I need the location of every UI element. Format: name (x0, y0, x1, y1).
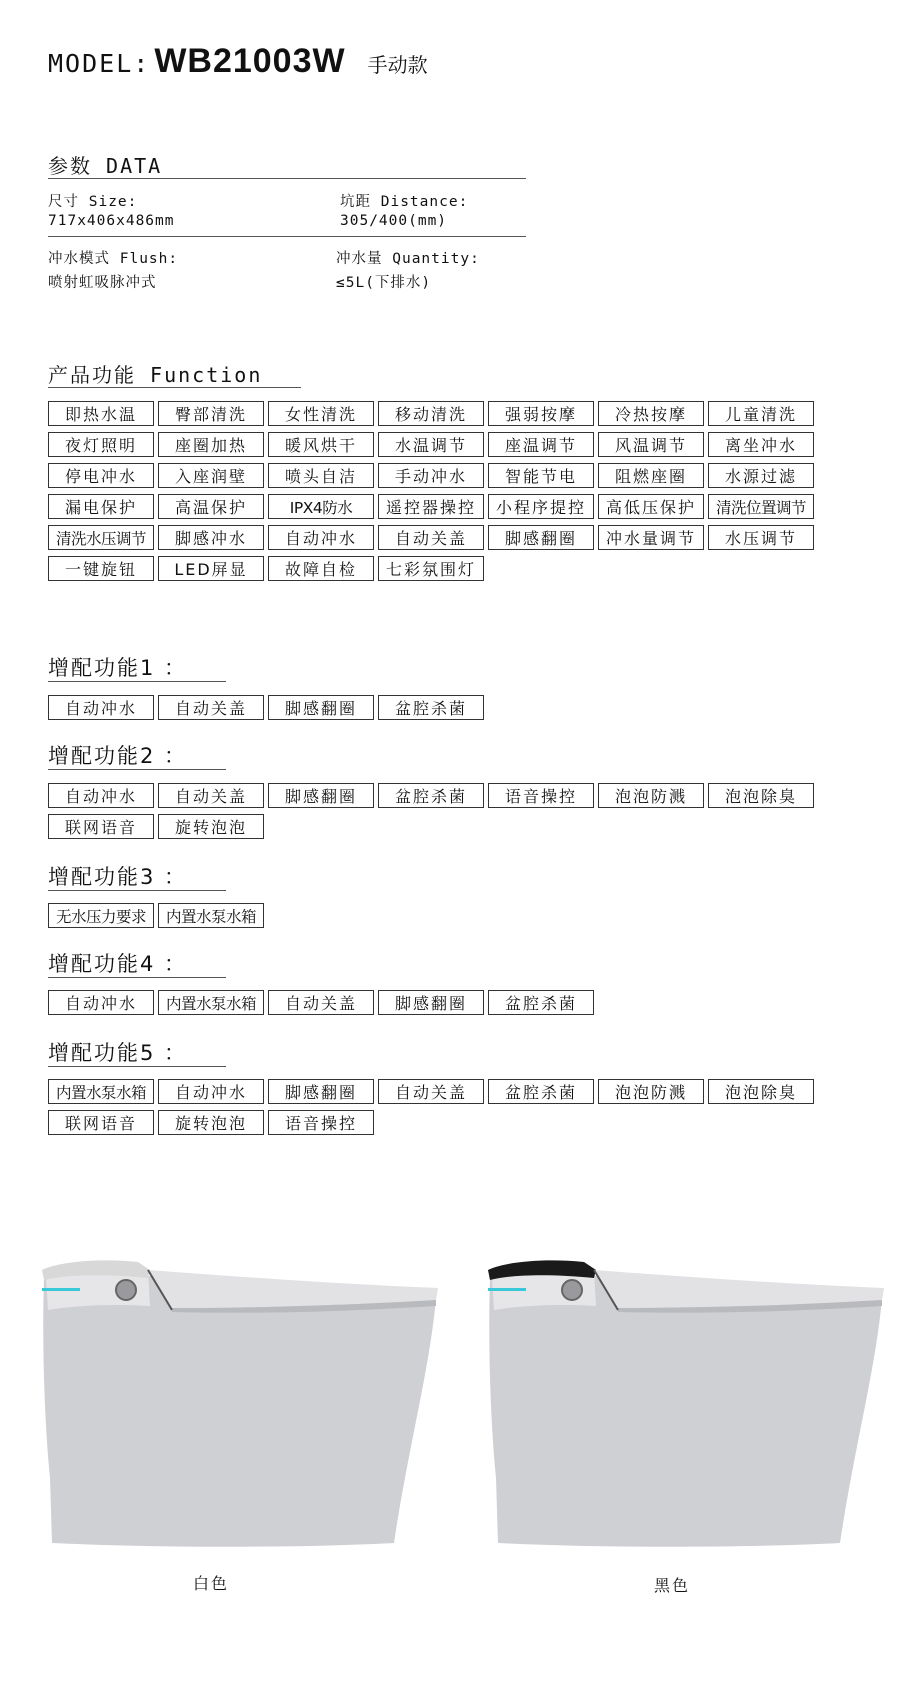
feature-chip: 强弱按摩 (488, 401, 594, 426)
size-label: 尺寸 Size: (48, 194, 138, 210)
feature-chip: 小程序提控 (488, 494, 594, 519)
addon-5-divider (48, 1066, 226, 1067)
feature-chip: 泡泡除臭 (708, 1079, 814, 1104)
addon-5-title: 增配功能5 ： (48, 1041, 188, 1065)
feature-chip: 自动冲水 (48, 695, 154, 720)
addon-2-title: 增配功能2 ： (48, 744, 188, 768)
feature-chip: 脚感翻圈 (268, 695, 374, 720)
feature-chip: 遥控器操控 (378, 494, 484, 519)
feature-chip: 自动冲水 (158, 1079, 264, 1104)
feature-chip: 盆腔杀菌 (488, 990, 594, 1015)
addon-1-grid (48, 695, 818, 726)
toilet-white-image (38, 1248, 448, 1558)
feature-chip: 清洗水压调节 (48, 525, 154, 550)
functions-grid (48, 401, 818, 587)
model-code: WB21003W (154, 42, 346, 80)
feature-chip: 脚感翻圈 (378, 990, 484, 1015)
model-type: 手动款 (367, 53, 428, 77)
feature-chip: 座温调节 (488, 432, 594, 457)
feature-chip: 一键旋钮 (48, 556, 154, 581)
feature-chip: 旋转泡泡 (158, 1110, 264, 1135)
feature-chip: 泡泡除臭 (708, 783, 814, 808)
feature-chip: 内置水泵水箱 (158, 903, 264, 928)
model-header (48, 42, 428, 82)
quantity-label: 冲水量 Quantity: (336, 251, 480, 267)
feature-chip: 联网语音 (48, 814, 154, 839)
feature-chip: 即热水温 (48, 401, 154, 426)
feature-chip: 智能节电 (488, 463, 594, 488)
white-color-label: 白色 (193, 1574, 230, 1593)
addon-3-divider (48, 890, 226, 891)
feature-chip: 内置水泵水箱 (158, 990, 264, 1015)
addon-4-grid (48, 990, 818, 1021)
feature-chip: LED屏显 (158, 556, 264, 581)
feature-chip: 无水压力要求 (48, 903, 154, 928)
feature-chip: 脚感翻圈 (268, 783, 374, 808)
feature-chip: 内置水泵水箱 (48, 1079, 154, 1104)
feature-chip: 脚感翻圈 (268, 1079, 374, 1104)
feature-chip: 脚感翻圈 (488, 525, 594, 550)
flush-value: 喷射虹吸脉冲式 (48, 275, 157, 291)
feature-chip: 臀部清洗 (158, 401, 264, 426)
specs-row-divider (48, 236, 526, 237)
feature-chip: 暖风烘干 (268, 432, 374, 457)
feature-chip: 离坐冲水 (708, 432, 814, 457)
feature-chip: 盆腔杀菌 (378, 783, 484, 808)
addon-3-grid (48, 903, 818, 934)
feature-chip: 自动冲水 (48, 990, 154, 1015)
specs-title: 参数 DATA (48, 154, 163, 178)
addon-2-divider (48, 769, 226, 770)
feature-chip: 自动冲水 (48, 783, 154, 808)
specs-divider (48, 178, 526, 179)
control-knob (562, 1280, 582, 1300)
feature-chip: 儿童清洗 (708, 401, 814, 426)
feature-chip: 自动关盖 (158, 695, 264, 720)
feature-chip: 语音操控 (268, 1110, 374, 1135)
feature-chip: 喷头自洁 (268, 463, 374, 488)
feature-chip: 自动关盖 (378, 525, 484, 550)
feature-chip: 入座润壁 (158, 463, 264, 488)
quantity-value: ≤5L(下排水) (336, 275, 432, 291)
distance-label: 坑距 Distance: (340, 194, 469, 210)
addon-1-title: 增配功能1 ： (48, 656, 188, 680)
feature-chip: 风温调节 (598, 432, 704, 457)
feature-chip: 水源过滤 (708, 463, 814, 488)
feature-chip: 旋转泡泡 (158, 814, 264, 839)
feature-chip: 自动冲水 (268, 525, 374, 550)
feature-chip: 联网语音 (48, 1110, 154, 1135)
feature-chip: 泡泡防溅 (598, 1079, 704, 1104)
feature-chip: 座圈加热 (158, 432, 264, 457)
feature-chip: 水压调节 (708, 525, 814, 550)
feature-chip: 阻燃座圈 (598, 463, 704, 488)
feature-chip: 故障自检 (268, 556, 374, 581)
feature-chip: 自动关盖 (378, 1079, 484, 1104)
addon-1-divider (48, 681, 226, 682)
feature-chip: 自动关盖 (268, 990, 374, 1015)
feature-chip: 冲水量调节 (598, 525, 704, 550)
addon-5-grid (48, 1079, 818, 1141)
addon-3-title: 增配功能3 ： (48, 865, 188, 889)
feature-chip: 夜灯照明 (48, 432, 154, 457)
accent-light (488, 1288, 526, 1291)
feature-chip: 水温调节 (378, 432, 484, 457)
feature-chip: IPX4防水 (268, 494, 374, 519)
feature-chip: 手动冲水 (378, 463, 484, 488)
addon-4-title: 增配功能4 ： (48, 952, 188, 976)
functions-divider (48, 387, 301, 388)
size-value: 717x406x486mm (48, 213, 175, 229)
feature-chip: 脚感冲水 (158, 525, 264, 550)
model-prefix: MODEL: (48, 49, 151, 78)
addon-4-divider (48, 977, 226, 978)
addon-2-grid (48, 783, 818, 845)
feature-chip: 女性清洗 (268, 401, 374, 426)
feature-chip: 自动关盖 (158, 783, 264, 808)
feature-chip: 移动清洗 (378, 401, 484, 426)
control-knob (116, 1280, 136, 1300)
feature-chip: 高温保护 (158, 494, 264, 519)
feature-chip: 清洗位置调节 (708, 494, 814, 519)
feature-chip: 泡泡防溅 (598, 783, 704, 808)
feature-chip: 盆腔杀菌 (378, 695, 484, 720)
feature-chip: 盆腔杀菌 (488, 1079, 594, 1104)
feature-chip: 高低压保护 (598, 494, 704, 519)
toilet-black-image (484, 1248, 894, 1558)
feature-chip: 冷热按摩 (598, 401, 704, 426)
feature-chip: 停电冲水 (48, 463, 154, 488)
distance-value: 305/400(mm) (340, 213, 448, 229)
feature-chip: 语音操控 (488, 783, 594, 808)
black-color-label: 黑色 (654, 1576, 691, 1595)
functions-title: 产品功能 Function (48, 363, 263, 387)
feature-chip: 七彩氛围灯 (378, 556, 484, 581)
flush-label: 冲水模式 Flush: (48, 251, 179, 267)
feature-chip: 漏电保护 (48, 494, 154, 519)
accent-light (42, 1288, 80, 1291)
